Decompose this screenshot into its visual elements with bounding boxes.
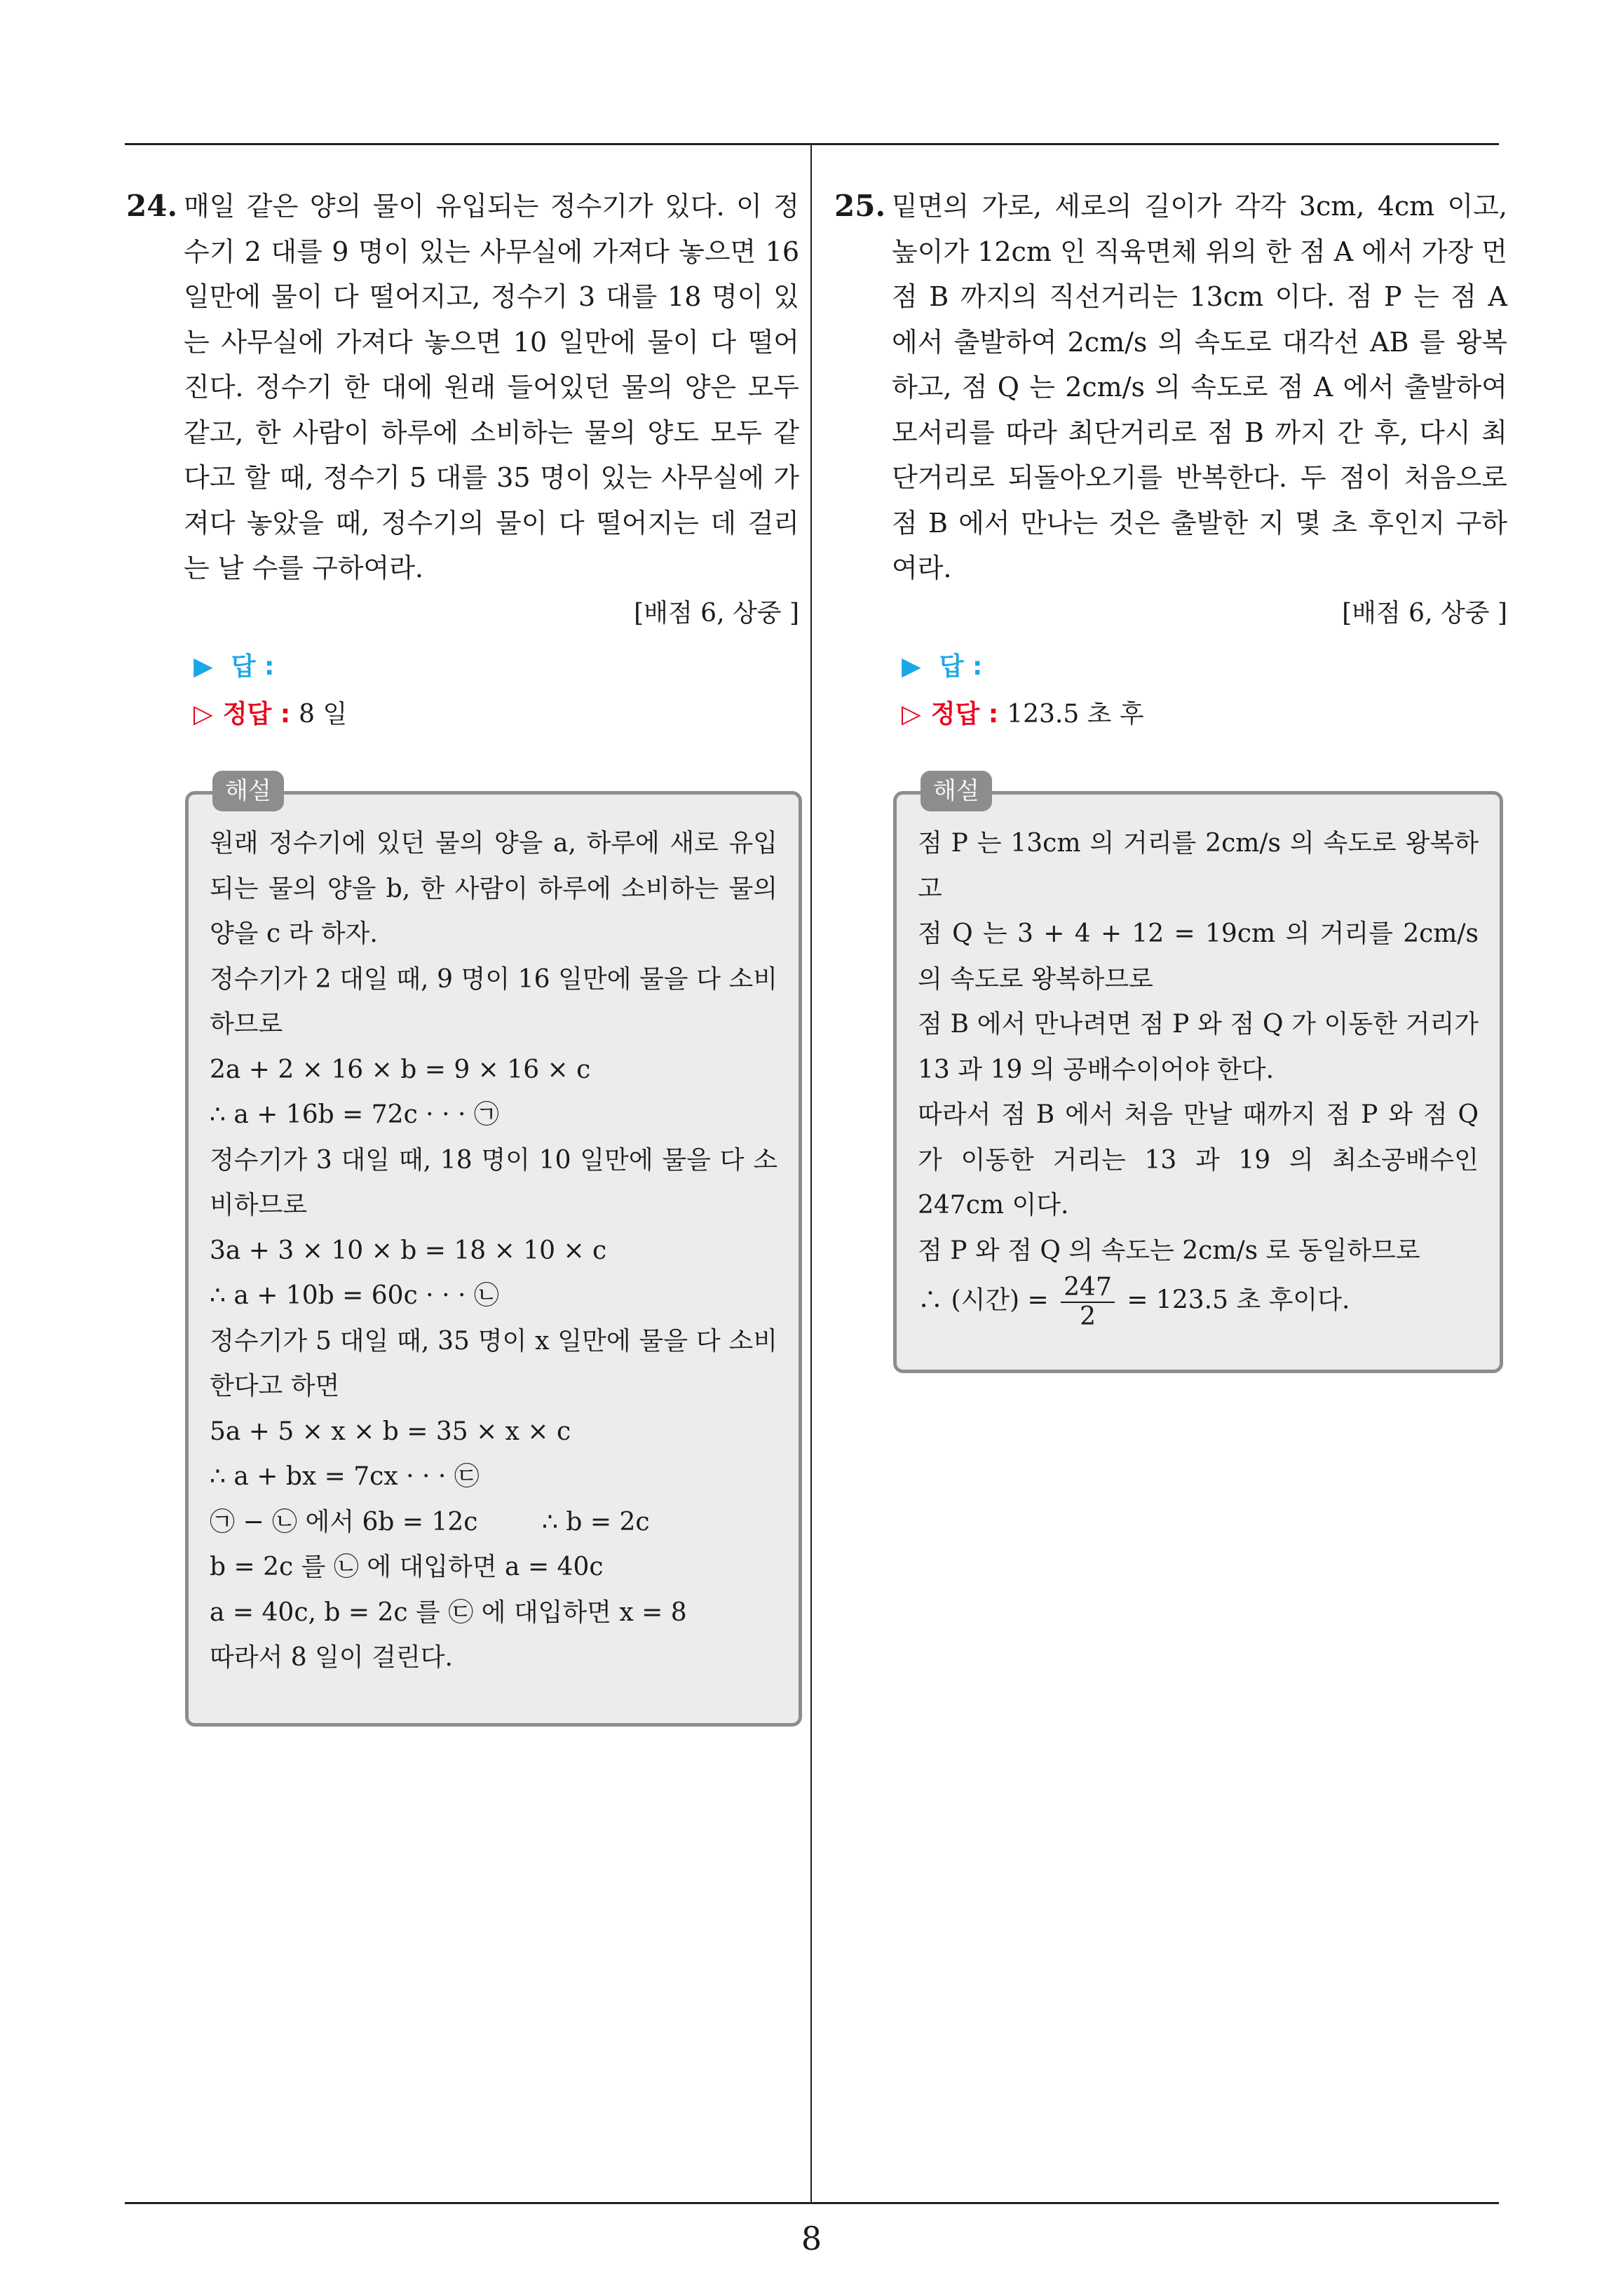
play-triangle-icon: ▶ [193, 652, 213, 681]
correct-answer-label: 정답 : [222, 700, 291, 729]
correct-answer-value: 8 일 [299, 700, 348, 729]
solution-line: 원래 정수기에 있던 물의 양을 a, 하루에 새로 유입되는 물의 양을 b, 한 사람이 하루에 소비하는 물의 양을 c 라 하자. [210, 829, 777, 948]
final-suffix: = 123.5 초 후이다. [1127, 1285, 1350, 1315]
question-text: 매일 같은 양의 물이 유입되는 정수기가 있다. 이 정수기 2 대를 9 명이 있는 사무실에 가져다 놓으면 16 일만에 물이 다 떨어지고, 정수기 3 대를 18 명이 있는 사무실에 가져다 놓으면 10 일만에 물이 다 떨어진다. 정수기 한 대에 원래 들어있던 물의 양은 모두 같고, 한 사람이 하루에 소비하는 물의 양도 모두 같다고 할 때, 정수기 5 대를 35 명이 있는 사무실에 가져다 놓았을 때, 정수기의 물이 다 떨어지는 데 걸리는 날 수를 구하여라. [184, 191, 799, 583]
answer-label: 답 : [231, 652, 275, 681]
top-rule [125, 143, 1499, 145]
solution-equation: ∴ a + bx = 7cx · · · ㉢ [210, 1462, 480, 1491]
solution-equation: a = 40c, b = 2c 를 ㉢ 에 대입하면 x = 8 [210, 1598, 687, 1627]
solution-line: 점 P 는 13cm 의 거리를 2cm/s 의 속도로 왕복하고 [918, 829, 1479, 903]
solution-equation: ㉠ − ㉡ 에서 6b = 12c ∴ b = 2c [210, 1507, 650, 1537]
play-triangle-icon: ▶ [902, 652, 921, 681]
solution-line: 정수기가 5 대일 때, 35 명이 x 일만에 물을 다 소비한다고 하면 [210, 1326, 777, 1400]
answer-input-row[interactable] [193, 643, 799, 691]
question-text: 밑면의 가로, 세로의 길이가 각각 3cm, 4cm 이고, 높이가 12cm 인 직육면체 위의 한 점 A 에서 가장 먼 점 B 까지의 직선거리는 13cm 이다. 점 P 는 점 A 에서 출발하여 2cm/s 의 속도로 대각선 AB 를 왕복하고, 점 Q 는 2cm/s 의 속도로 점 A 에서 출발하여 모서리를 따라 최단거리로 점 B 까지 간 후, 다시 최단거리로 되돌아오기를 반복한다. 두 점이 처음으로 점 B 에서 만나는 것은 출발한 지 몇 초 후인지 구하여라. [892, 191, 1507, 583]
solution-line: 점 Q 는 3 + 4 + 12 = 19cm 의 거리를 2cm/s 의 속도로 왕복하므로 [918, 919, 1479, 994]
correct-answer-value: 123.5 초 후 [1007, 700, 1144, 729]
correct-answer-row [193, 691, 799, 738]
score-label: [배점 6, 상중 ] [1342, 598, 1507, 628]
column-divider [810, 143, 812, 2203]
solution-tab: 해설 [212, 771, 284, 811]
solution-box-25 [893, 777, 1503, 1373]
solution-box-24 [185, 777, 802, 1727]
solution-line: 점 P 와 점 Q 의 속도는 2cm/s 로 동일하므로 [918, 1236, 1420, 1265]
solution-conclusion: 따라서 8 일이 걸린다. [210, 1643, 453, 1672]
correct-answer-label: 정답 : [930, 700, 999, 729]
solution-equation: ∴ a + 10b = 60c · · · ㉡ [210, 1281, 499, 1310]
score-label: [배점 6, 상중 ] [634, 598, 799, 628]
bottom-rule [125, 2202, 1499, 2204]
question-number: 25. [834, 189, 886, 223]
page-number: 8 [801, 2220, 822, 2257]
outline-triangle-icon: ▷ [193, 700, 213, 729]
question-24-column [126, 184, 799, 738]
outline-triangle-icon: ▷ [902, 700, 921, 729]
solution-equation: b = 2c 를 ㉡ 에 대입하면 a = 40c [210, 1553, 604, 1581]
solution-equation: ∴ a + 16b = 72c · · · ㉠ [210, 1100, 499, 1129]
solution-line: 정수기가 2 대일 때, 9 명이 16 일만에 물을 다 소비하므로 [210, 964, 777, 1039]
correct-answer-row [902, 691, 1507, 738]
answer-input-row[interactable] [902, 643, 1507, 691]
question-25 [834, 184, 1507, 636]
question-number: 24. [126, 189, 178, 223]
solution-tab: 해설 [921, 771, 992, 811]
solution-line: 따라서 점 B 에서 처음 만날 때까지 점 P 와 점 Q 가 이동한 거리는 13 과 19 의 최소공배수인 247cm 이다. [918, 1100, 1479, 1220]
question-24 [126, 184, 799, 636]
fraction-denominator: 2 [1080, 1302, 1096, 1331]
answer-label: 답 : [939, 652, 983, 681]
solution-final-equation [918, 1274, 1479, 1330]
solution-equation: 2a + 2 × 16 × b = 9 × 16 × c [210, 1055, 591, 1084]
fraction [1061, 1274, 1115, 1330]
solution-line: 점 B 에서 만나려면 점 P 와 점 Q 가 이동한 거리가 13 과 19 의 공배수이어야 한다. [918, 1010, 1479, 1084]
solution-line: 정수기가 3 대일 때, 18 명이 10 일만에 물을 다 소비하므로 [210, 1145, 777, 1220]
final-prefix: ∴ (시간) = [918, 1285, 1049, 1315]
fraction-numerator: 247 [1061, 1274, 1115, 1303]
solution-equation: 3a + 3 × 10 × b = 18 × 10 × c [210, 1236, 607, 1265]
solution-equation: 5a + 5 × x × b = 35 × x × c [210, 1417, 571, 1446]
question-25-column [834, 184, 1507, 738]
